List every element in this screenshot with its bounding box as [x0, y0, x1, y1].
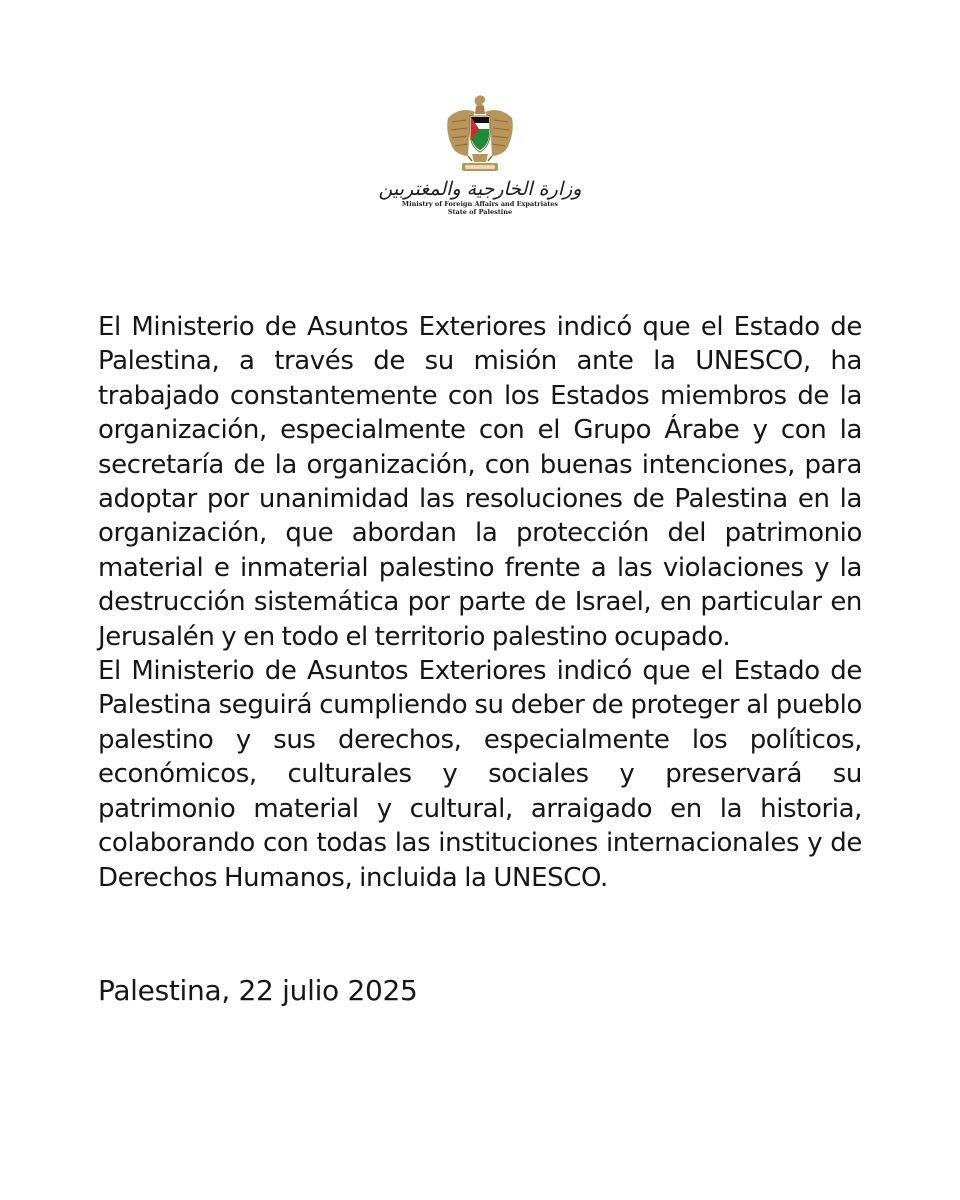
statement-body — [98, 310, 862, 895]
ministry-name-english: Ministry of Foreign Affairs and Expatriates — [401, 200, 559, 208]
ministry-name-arabic: وزارة الخارجية والمغتربين — [378, 178, 582, 200]
statement-paragraph: El Ministerio de Asuntos Exteriores indicó que el Estado de Palestina seguirá cumpliendo su deber de proteger al pueblo palestino y sus derechos, especialmente los políticos, económicos, culturales y sociales y preservará su patrimonio material y cultural, arraigado en la historia, colaborando con todas las instituciones internacionales y de Derechos Humanos, incluida la UNESCO. — [98, 656, 862, 893]
dateline: Palestina, 22 julio 2025 — [98, 974, 418, 1007]
palestine-eagle-emblem-icon — [438, 92, 522, 176]
letterhead — [0, 92, 960, 216]
statement-paragraph: El Ministerio de Asuntos Exteriores indicó que el Estado de Palestina, a través de su misión ante la UNESCO, ha trabajado constantemente con los Estados miembros de la organización, especialmente con el Grupo Árabe y con la secretaría de la organización, con buenas intenciones, para adoptar por unanimidad las resoluciones de Palestina en la organización, que abordan la protección del patrimonio material e inmaterial palestino frente a las violaciones y la destrucción sistemática por parte de Israel, en particular en Jerusalén y en todo el territorio palestino ocupado. — [98, 312, 862, 652]
state-name-english: State of Palestine — [447, 208, 513, 216]
